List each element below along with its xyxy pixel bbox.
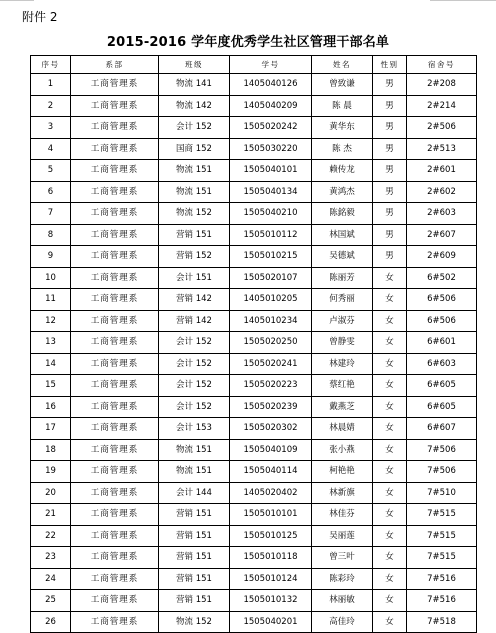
cell-gender: 女 [373, 568, 407, 590]
cell-student-id: 1405040126 [230, 74, 312, 96]
cell-gender: 女 [373, 525, 407, 547]
col-header-index: 序号 [31, 56, 71, 74]
cell-department: 工商管理系 [71, 482, 159, 504]
cell-index: 15 [31, 375, 71, 397]
cell-department: 工商管理系 [71, 375, 159, 397]
cell-student-id: 1505040210 [230, 203, 312, 225]
cell-index: 25 [31, 590, 71, 612]
cell-student-id: 1505020242 [230, 117, 312, 139]
cell-name: 赖传龙 [312, 160, 373, 182]
table-header-row [31, 56, 477, 74]
cell-department: 工商管理系 [71, 246, 159, 268]
cell-index: 7 [31, 203, 71, 225]
cell-name: 卢淑芬 [312, 310, 373, 332]
cell-student-id: 1505020302 [230, 418, 312, 440]
cell-index: 18 [31, 439, 71, 461]
cell-index: 13 [31, 332, 71, 354]
cell-name: 陈 杰 [312, 138, 373, 160]
cell-dorm: 2#607 [407, 224, 477, 246]
cell-class: 营销 151 [159, 547, 230, 569]
cell-class: 营销 151 [159, 504, 230, 526]
cell-department: 工商管理系 [71, 590, 159, 612]
cell-class: 营销 151 [159, 525, 230, 547]
cell-name: 吴丽莲 [312, 525, 373, 547]
cell-department: 工商管理系 [71, 160, 159, 182]
top-rule-left [0, 0, 34, 1]
cell-student-id: 1505040134 [230, 181, 312, 203]
cell-dorm: 7#506 [407, 461, 477, 483]
cell-dorm: 2#214 [407, 95, 477, 117]
cell-class: 物流 152 [159, 611, 230, 633]
cell-name: 何秀丽 [312, 289, 373, 311]
cell-name: 陈彩玲 [312, 568, 373, 590]
table-row [31, 203, 477, 225]
cell-name: 林国斌 [312, 224, 373, 246]
cell-gender: 男 [373, 74, 407, 96]
cell-dorm: 7#515 [407, 504, 477, 526]
cell-student-id: 1405020402 [230, 482, 312, 504]
cell-class: 物流 151 [159, 439, 230, 461]
cell-student-id: 1505010125 [230, 525, 312, 547]
cell-department: 工商管理系 [71, 289, 159, 311]
cell-dorm: 2#513 [407, 138, 477, 160]
table-row [31, 332, 477, 354]
table-row [31, 611, 477, 633]
cell-gender: 女 [373, 547, 407, 569]
cell-class: 会计 152 [159, 396, 230, 418]
table-row [31, 246, 477, 268]
cell-index: 5 [31, 160, 71, 182]
table-row [31, 74, 477, 96]
cell-dorm: 7#516 [407, 568, 477, 590]
table-row [31, 590, 477, 612]
cell-dorm: 6#603 [407, 353, 477, 375]
cell-class: 会计 152 [159, 332, 230, 354]
col-header-class: 班级 [159, 56, 230, 74]
table-row [31, 418, 477, 440]
cell-department: 工商管理系 [71, 611, 159, 633]
cell-class: 营销 151 [159, 224, 230, 246]
table-row [31, 439, 477, 461]
cell-student-id: 1505010112 [230, 224, 312, 246]
table-row [31, 396, 477, 418]
cell-class: 营销 142 [159, 310, 230, 332]
cell-class: 物流 151 [159, 181, 230, 203]
table-row [31, 482, 477, 504]
cell-gender: 男 [373, 246, 407, 268]
cell-gender: 女 [373, 439, 407, 461]
cell-name: 蔡红艳 [312, 375, 373, 397]
cell-gender: 男 [373, 181, 407, 203]
cell-name: 林佳芬 [312, 504, 373, 526]
cell-student-id: 1505010124 [230, 568, 312, 590]
cell-name: 林建玲 [312, 353, 373, 375]
cell-gender: 男 [373, 117, 407, 139]
cell-gender: 女 [373, 375, 407, 397]
cell-gender: 女 [373, 418, 407, 440]
cell-index: 26 [31, 611, 71, 633]
cell-gender: 女 [373, 289, 407, 311]
cell-index: 20 [31, 482, 71, 504]
cell-gender: 女 [373, 611, 407, 633]
roster-table [30, 55, 477, 633]
cell-student-id: 1505010118 [230, 547, 312, 569]
cell-student-id: 1405010234 [230, 310, 312, 332]
table-row [31, 289, 477, 311]
cell-class: 国商 152 [159, 138, 230, 160]
cell-department: 工商管理系 [71, 547, 159, 569]
cell-dorm: 2#208 [407, 74, 477, 96]
table-row [31, 504, 477, 526]
cell-name: 曾致谦 [312, 74, 373, 96]
cell-student-id: 1405010205 [230, 289, 312, 311]
table-row [31, 224, 477, 246]
cell-class: 物流 152 [159, 203, 230, 225]
table-row [31, 117, 477, 139]
cell-gender: 男 [373, 203, 407, 225]
cell-dorm: 6#506 [407, 310, 477, 332]
cell-name: 陈銘毅 [312, 203, 373, 225]
cell-department: 工商管理系 [71, 95, 159, 117]
cell-class: 营销 151 [159, 590, 230, 612]
col-header-student-id: 学号 [230, 56, 312, 74]
cell-class: 会计 152 [159, 375, 230, 397]
cell-student-id: 1405040209 [230, 95, 312, 117]
cell-class: 会计 144 [159, 482, 230, 504]
cell-index: 3 [31, 117, 71, 139]
cell-department: 工商管理系 [71, 181, 159, 203]
cell-department: 工商管理系 [71, 310, 159, 332]
cell-dorm: 6#607 [407, 418, 477, 440]
cell-student-id: 1505020107 [230, 267, 312, 289]
cell-name: 曾三叶 [312, 547, 373, 569]
roster-body [31, 74, 477, 633]
cell-index: 21 [31, 504, 71, 526]
top-rule-right [430, 0, 496, 1]
cell-gender: 女 [373, 482, 407, 504]
cell-class: 会计 153 [159, 418, 230, 440]
cell-student-id: 1505030220 [230, 138, 312, 160]
cell-name: 戴燕芝 [312, 396, 373, 418]
cell-index: 16 [31, 396, 71, 418]
cell-department: 工商管理系 [71, 568, 159, 590]
table-row [31, 568, 477, 590]
table-row [31, 138, 477, 160]
cell-gender: 女 [373, 267, 407, 289]
cell-department: 工商管理系 [71, 74, 159, 96]
cell-dorm: 7#515 [407, 547, 477, 569]
cell-index: 6 [31, 181, 71, 203]
cell-name: 林晨婧 [312, 418, 373, 440]
cell-dorm: 7#506 [407, 439, 477, 461]
cell-dorm: 6#605 [407, 396, 477, 418]
col-header-gender: 性别 [373, 56, 407, 74]
cell-dorm: 6#605 [407, 375, 477, 397]
cell-student-id: 1505010132 [230, 590, 312, 612]
cell-gender: 女 [373, 310, 407, 332]
cell-index: 4 [31, 138, 71, 160]
table-row [31, 547, 477, 569]
cell-department: 工商管理系 [71, 504, 159, 526]
cell-index: 24 [31, 568, 71, 590]
cell-class: 营销 152 [159, 246, 230, 268]
cell-dorm: 2#602 [407, 181, 477, 203]
cell-dorm: 6#506 [407, 289, 477, 311]
cell-student-id: 1505010101 [230, 504, 312, 526]
cell-name: 林丽敏 [312, 590, 373, 612]
cell-gender: 女 [373, 396, 407, 418]
cell-student-id: 1505020223 [230, 375, 312, 397]
cell-class: 营销 142 [159, 289, 230, 311]
cell-student-id: 1505040101 [230, 160, 312, 182]
cell-name: 柯艳艳 [312, 461, 373, 483]
cell-gender: 男 [373, 224, 407, 246]
col-header-department: 系部 [71, 56, 159, 74]
table-row [31, 375, 477, 397]
cell-gender: 男 [373, 138, 407, 160]
cell-dorm: 7#510 [407, 482, 477, 504]
cell-dorm: 7#516 [407, 590, 477, 612]
cell-student-id: 1505040201 [230, 611, 312, 633]
cell-dorm: 7#518 [407, 611, 477, 633]
cell-gender: 女 [373, 332, 407, 354]
table-row [31, 95, 477, 117]
cell-index: 12 [31, 310, 71, 332]
cell-class: 会计 152 [159, 353, 230, 375]
cell-gender: 男 [373, 95, 407, 117]
cell-dorm: 2#506 [407, 117, 477, 139]
cell-student-id: 1505040114 [230, 461, 312, 483]
cell-class: 物流 141 [159, 74, 230, 96]
cell-name: 黄鸿杰 [312, 181, 373, 203]
cell-gender: 男 [373, 160, 407, 182]
cell-index: 10 [31, 267, 71, 289]
cell-student-id: 1505010215 [230, 246, 312, 268]
cell-class: 会计 152 [159, 117, 230, 139]
cell-index: 2 [31, 95, 71, 117]
cell-department: 工商管理系 [71, 267, 159, 289]
cell-class: 物流 151 [159, 160, 230, 182]
cell-class: 物流 142 [159, 95, 230, 117]
cell-student-id: 1505020241 [230, 353, 312, 375]
table-row [31, 461, 477, 483]
cell-department: 工商管理系 [71, 418, 159, 440]
cell-class: 会计 151 [159, 267, 230, 289]
cell-dorm: 6#601 [407, 332, 477, 354]
cell-gender: 女 [373, 353, 407, 375]
col-header-name: 姓名 [312, 56, 373, 74]
cell-department: 工商管理系 [71, 396, 159, 418]
cell-class: 营销 151 [159, 568, 230, 590]
cell-name: 高佳玲 [312, 611, 373, 633]
cell-name: 张小燕 [312, 439, 373, 461]
cell-index: 1 [31, 74, 71, 96]
cell-name: 陈 晨 [312, 95, 373, 117]
cell-index: 8 [31, 224, 71, 246]
table-row [31, 353, 477, 375]
cell-dorm: 2#609 [407, 246, 477, 268]
table-row [31, 525, 477, 547]
cell-index: 19 [31, 461, 71, 483]
cell-index: 11 [31, 289, 71, 311]
cell-dorm: 7#515 [407, 525, 477, 547]
cell-class: 物流 151 [159, 461, 230, 483]
attachment-label: 附件 2 [22, 10, 58, 24]
cell-gender: 女 [373, 461, 407, 483]
cell-name: 陈丽芳 [312, 267, 373, 289]
cell-index: 14 [31, 353, 71, 375]
cell-index: 17 [31, 418, 71, 440]
col-header-dorm: 宿舍号 [407, 56, 477, 74]
document-title: 2015-2016 学年度优秀学生社区管理干部名单 [106, 35, 390, 50]
cell-department: 工商管理系 [71, 332, 159, 354]
cell-gender: 女 [373, 590, 407, 612]
cell-dorm: 2#601 [407, 160, 477, 182]
table-row [31, 160, 477, 182]
cell-department: 工商管理系 [71, 439, 159, 461]
cell-department: 工商管理系 [71, 353, 159, 375]
cell-name: 吴德斌 [312, 246, 373, 268]
table-row [31, 267, 477, 289]
table-row [31, 181, 477, 203]
cell-department: 工商管理系 [71, 461, 159, 483]
cell-index: 9 [31, 246, 71, 268]
cell-department: 工商管理系 [71, 117, 159, 139]
cell-index: 23 [31, 547, 71, 569]
cell-student-id: 1505040109 [230, 439, 312, 461]
cell-student-id: 1505020239 [230, 396, 312, 418]
cell-department: 工商管理系 [71, 525, 159, 547]
cell-gender: 女 [373, 504, 407, 526]
cell-dorm: 6#502 [407, 267, 477, 289]
cell-name: 曾静雯 [312, 332, 373, 354]
cell-index: 22 [31, 525, 71, 547]
cell-dorm: 2#603 [407, 203, 477, 225]
table-row [31, 310, 477, 332]
cell-name: 黄华东 [312, 117, 373, 139]
cell-department: 工商管理系 [71, 224, 159, 246]
cell-name: 林新旗 [312, 482, 373, 504]
cell-student-id: 1505020250 [230, 332, 312, 354]
cell-department: 工商管理系 [71, 138, 159, 160]
cell-department: 工商管理系 [71, 203, 159, 225]
